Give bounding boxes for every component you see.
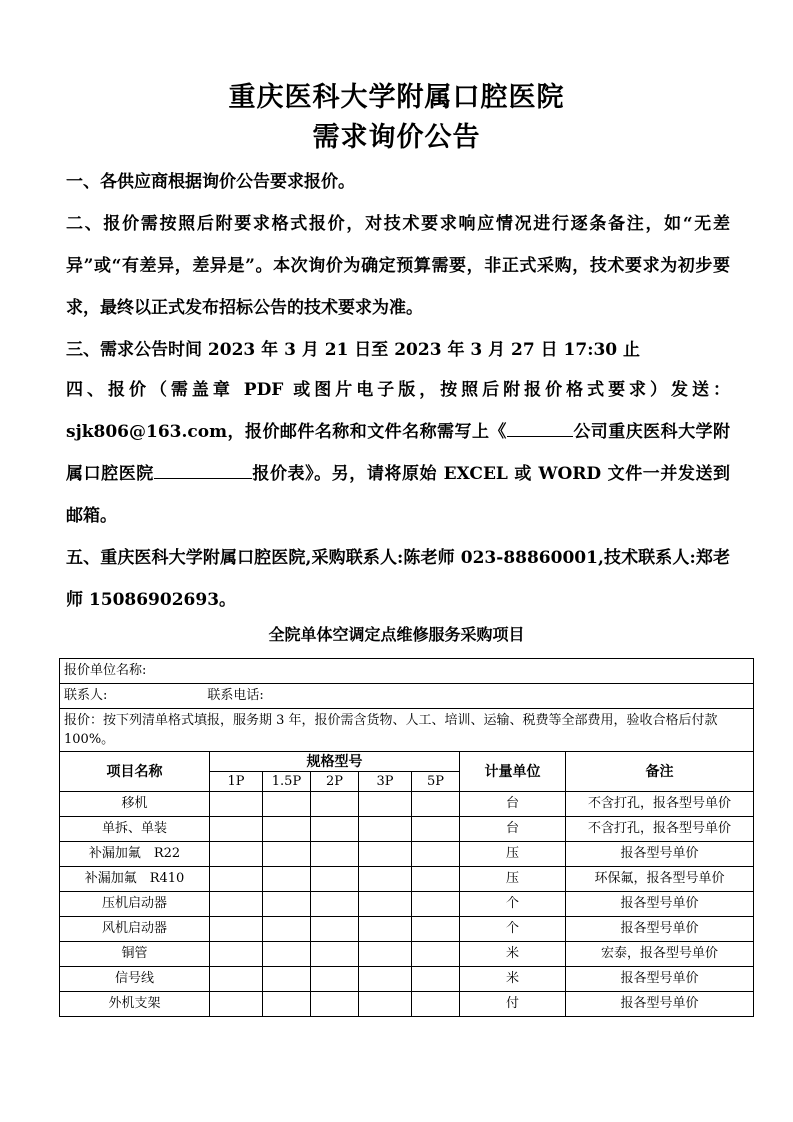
header-unit: 计量单位 [460, 752, 566, 792]
price-cell [412, 792, 460, 817]
price-cell [359, 867, 412, 892]
row-item: 信号线 [60, 967, 210, 992]
price-cell [412, 817, 460, 842]
row-unit: 付 [460, 992, 566, 1017]
clause-4 [66, 369, 730, 537]
price-cell [311, 792, 359, 817]
table-row [60, 792, 754, 817]
contact-label: 联系人: [64, 688, 108, 703]
price-cell [359, 817, 412, 842]
row-item: 外机支架 [60, 992, 210, 1017]
price-cell [263, 942, 311, 967]
price-cell [210, 992, 263, 1017]
phone-label: 联系电话: [207, 688, 264, 703]
table-row [60, 992, 754, 1017]
price-cell [263, 917, 311, 942]
clause-4-part-b: 公司重庆医科大学附属口腔医院 [66, 422, 731, 484]
row-unit: 台 [460, 817, 566, 842]
price-cell [263, 992, 311, 1017]
row-unit: 台 [460, 792, 566, 817]
row-remark: 报各型号单价 [566, 967, 754, 992]
clause-4-part-c: 报价表》。另，请将原始 EXCEL 或 WORD 文件一并发送到邮箱。 [66, 464, 731, 526]
row-item: 补漏加氟 R22 [60, 842, 210, 867]
price-cell [359, 842, 412, 867]
row-remark: 不含打孔，报各型号单价 [566, 817, 754, 842]
clause-4-part-a: 四、报价（需盖章 PDF 或图片电子版，按照后附报价格式要求）发送：sjk806@163.com，报价邮件名称和文件名称需写上《 [66, 380, 730, 442]
price-cell [412, 992, 460, 1017]
price-cell [359, 892, 412, 917]
price-cell [210, 892, 263, 917]
table-title: 全院单体空调定点维修服务采购项目 [268, 625, 525, 644]
row-unit: 米 [460, 967, 566, 992]
row-item: 压机启动器 [60, 892, 210, 917]
row-remark: 环保氟，报各型号单价 [566, 867, 754, 892]
table-row [60, 867, 754, 892]
table-row [60, 817, 754, 842]
price-cell [412, 917, 460, 942]
row-remark: 报各型号单价 [566, 842, 754, 867]
row-unit: 压 [460, 867, 566, 892]
quote-unit-cell [60, 659, 754, 684]
row-item: 补漏加氟 R410 [60, 867, 210, 892]
price-cell [210, 967, 263, 992]
price-cell [311, 867, 359, 892]
price-cell [263, 842, 311, 867]
price-cell [263, 817, 311, 842]
row-remark: 报各型号单价 [566, 917, 754, 942]
price-cell [412, 967, 460, 992]
clause-5: 五、重庆医科大学附属口腔医院,采购联系人:陈老师 023-88860001,技术联系人:郑老师 15086902693。 [66, 548, 730, 610]
price-cell [359, 792, 412, 817]
price-cell [412, 942, 460, 967]
header-item-name: 项目名称 [60, 752, 210, 792]
price-cell [311, 842, 359, 867]
clause-2: 二、报价需按照后附要求格式报价，对技术要求响应情况进行逐条备注，如“无差异”或“有差异，差异是”。本次询价为确定预算需要，非正式采购，技术要求为初步要求，最终以正式发布招标公告的技术要求为准。 [66, 214, 730, 318]
document-title: 重庆医科大学附属口腔医院 [228, 82, 565, 113]
contact-cell [60, 684, 754, 709]
price-cell [311, 967, 359, 992]
row-remark: 宏泰，报各型号单价 [566, 942, 754, 967]
price-cell [412, 842, 460, 867]
row-unit: 个 [460, 917, 566, 942]
row-remark: 不含打孔，报各型号单价 [566, 792, 754, 817]
price-cell [210, 867, 263, 892]
header-remark: 备注 [566, 752, 754, 792]
clause-1: 一、各供应商根据询价公告要求报价。 [66, 172, 355, 192]
price-cell [359, 917, 412, 942]
price-cell [210, 917, 263, 942]
row-remark: 报各型号单价 [566, 892, 754, 917]
price-cell [210, 792, 263, 817]
quote-note: 报价：按下列清单格式填报，服务期 3 年，报价需含货物、人工、培训、运输、税费等全部费用，验收合格后付款 100%。 [60, 709, 754, 752]
row-unit: 米 [460, 942, 566, 967]
row-unit: 个 [460, 892, 566, 917]
clause-3: 三、需求公告时间 2023 年 3 月 21 日至 2023 年 3 月 27 日 17:30 止 [66, 340, 641, 360]
spec-col-1-5p: 1.5P [263, 772, 311, 792]
price-cell [359, 992, 412, 1017]
row-item: 移机 [60, 792, 210, 817]
price-cell [263, 892, 311, 917]
spec-col-2p: 2P [311, 772, 359, 792]
project-blank [154, 478, 252, 479]
table-row [60, 967, 754, 992]
table-row [60, 892, 754, 917]
price-cell [311, 892, 359, 917]
price-cell [311, 817, 359, 842]
company-blank [507, 436, 573, 437]
document-subtitle: 需求询价公告 [312, 122, 481, 153]
quote-unit-label: 报价单位名称: [64, 663, 147, 678]
spec-col-3p: 3P [359, 772, 412, 792]
price-cell [311, 942, 359, 967]
price-cell [263, 967, 311, 992]
price-cell [311, 992, 359, 1017]
row-remark: 报各型号单价 [566, 992, 754, 1017]
row-item: 单拆、单装 [60, 817, 210, 842]
row-item: 风机启动器 [60, 917, 210, 942]
price-cell [210, 817, 263, 842]
table-row [60, 917, 754, 942]
price-cell [311, 917, 359, 942]
price-cell [412, 867, 460, 892]
quote-table [59, 658, 754, 1017]
row-unit: 压 [460, 842, 566, 867]
price-cell [359, 942, 412, 967]
price-cell [359, 967, 412, 992]
price-cell [210, 942, 263, 967]
price-cell [263, 792, 311, 817]
table-row [60, 942, 754, 967]
price-cell [263, 867, 311, 892]
price-cell [412, 892, 460, 917]
spec-col-1p: 1P [210, 772, 263, 792]
price-cell [210, 842, 263, 867]
table-row [60, 842, 754, 867]
row-item: 铜管 [60, 942, 210, 967]
header-spec: 规格型号 [210, 752, 460, 772]
spec-col-5p: 5P [412, 772, 460, 792]
